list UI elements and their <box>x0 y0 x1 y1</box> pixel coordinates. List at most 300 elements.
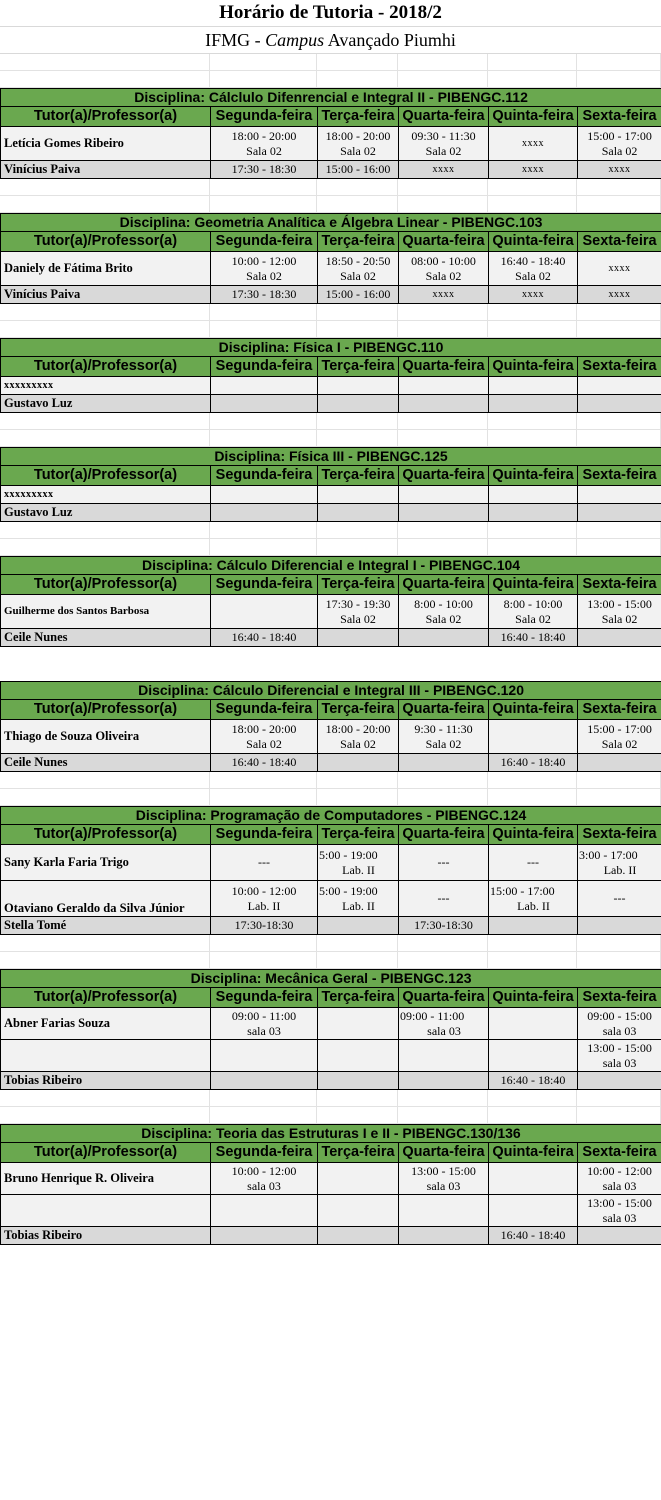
time-range: 18:00 - 20:00 <box>325 128 391 143</box>
room-label: Sala 02 <box>601 736 638 751</box>
column-header-tue: Terça-feira <box>318 700 399 720</box>
tutor-row <box>1 845 661 881</box>
schedule-cell-thu <box>489 595 578 629</box>
room-label: Sala 02 <box>515 611 551 626</box>
discipline-header: Disciplina: Cálclulo Difenrencial e Integral II - PIBENGC.112 <box>1 89 661 107</box>
time-range: 08:00 - 10:00 <box>411 253 476 268</box>
column-header-tue: Terça-feira <box>318 988 399 1008</box>
schedule-cell-wed <box>399 1195 489 1227</box>
schedule-cell-thu <box>489 629 578 647</box>
column-header-wed: Quarta-feira <box>399 357 489 377</box>
schedule-cell-thu <box>489 917 578 935</box>
schedule-cell-fri <box>578 845 661 881</box>
tutor-name: Tobias Ribeiro <box>1 1072 211 1090</box>
schedule-cell-tue <box>318 252 399 286</box>
schedule-cell-thu <box>489 1163 578 1195</box>
schedule-cell-mon <box>211 595 318 629</box>
room-label: Sala 02 <box>601 143 638 158</box>
time-range: 18:00 - 20:00 <box>231 721 297 736</box>
time-range: 16:40 - 18:40 <box>231 630 297 644</box>
tutor-row <box>1 377 661 395</box>
discipline-header: Disciplina: Física I - PIBENGC.110 <box>1 339 661 357</box>
column-header-mon: Segunda-feira <box>211 357 318 377</box>
schedule-cell-fri <box>578 286 661 304</box>
time-range: 16:40 - 18:40 <box>500 1073 566 1087</box>
schedule-cell-mon <box>211 845 318 881</box>
schedule-cell-wed <box>399 161 489 179</box>
time-range: 17:30 - 18:30 <box>231 287 297 301</box>
tutor-row <box>1 1040 661 1072</box>
column-header-wed: Quarta-feira <box>399 107 489 127</box>
schedule-cell-mon <box>211 504 318 522</box>
schedule-cell-thu <box>489 504 578 522</box>
schedule-cell-tue <box>318 1195 399 1227</box>
time-range: 16:40 - 18:40 <box>500 630 566 644</box>
tutor-row <box>1 720 661 754</box>
time-range: 17:30-18:30 <box>414 918 473 932</box>
schedule-table <box>0 1124 661 1245</box>
time-range: 13:00 - 15:00 <box>411 1163 476 1178</box>
tutor-row <box>1 1195 661 1227</box>
time-range: 09:00 - 11:00 <box>231 1008 297 1023</box>
schedule-cell-wed <box>399 1040 489 1072</box>
room-label: Lab. II <box>247 898 281 913</box>
schedule-cell-wed <box>399 252 489 286</box>
time-range: 09:00 - 15:00 <box>587 1008 652 1023</box>
time-range: 10:00 - 12:00 <box>231 1163 297 1178</box>
tutor-name: Tobias Ribeiro <box>1 1227 211 1245</box>
column-header-thu: Quinta-feira <box>489 700 578 720</box>
time-range: 17:30 - 19:30 <box>325 596 391 611</box>
schedule-cell-fri <box>578 486 661 504</box>
schedule-cell-fri <box>578 1163 661 1195</box>
column-header-wed: Quarta-feira <box>399 232 489 252</box>
subtitle-italic: Campus <box>265 30 325 50</box>
time-range: --- <box>437 891 450 905</box>
column-header-tutor: Tutor(a)/Professor(a) <box>1 232 211 252</box>
schedule-cell-mon <box>211 720 318 754</box>
schedule-cell-fri <box>578 1195 661 1227</box>
time-range: 09:30 - 11:30 <box>411 128 476 143</box>
column-header-tue: Terça-feira <box>318 825 399 845</box>
time-range: 18:00 - 20:00 <box>325 721 391 736</box>
subtitle-prefix: IFMG - <box>205 30 266 50</box>
schedule-cell-mon <box>211 1227 318 1245</box>
time-range: xxxx <box>522 164 544 175</box>
room-label: Sala 02 <box>246 143 282 158</box>
schedule-cell-fri <box>578 1008 661 1040</box>
schedule-cell-wed <box>399 377 489 395</box>
schedule-cell-fri <box>578 629 661 647</box>
blank-spacer-row <box>0 664 661 681</box>
schedule-cell-tue <box>318 504 399 522</box>
schedule-cell-wed <box>399 1072 489 1090</box>
schedule-cell-wed <box>399 504 489 522</box>
time-range: 15:00 - 16:00 <box>325 287 391 301</box>
tutor-name: Guilherme dos Santos Barbosa <box>1 595 211 629</box>
schedule-cell-fri <box>578 377 661 395</box>
blank-spacer-row <box>0 522 661 539</box>
time-range: 16:40 - 18:40 <box>231 755 297 769</box>
column-header-tue: Terça-feira <box>318 357 399 377</box>
schedule-cell-thu <box>489 881 578 917</box>
blank-spacer-row <box>0 935 661 952</box>
time-range: 16:40 - 18:40 <box>500 1228 566 1242</box>
blank-spacer-row <box>0 430 661 447</box>
tutor-name: Letícia Gomes Ribeiro <box>1 127 211 161</box>
room-label: Lab. II <box>342 862 375 877</box>
schedule-cell-wed <box>399 720 489 754</box>
time-range: xxxx <box>608 164 631 175</box>
tutor-name: Bruno Henrique R. Oliveira <box>1 1163 211 1195</box>
column-header-tutor: Tutor(a)/Professor(a) <box>1 700 211 720</box>
page-subtitle <box>0 27 661 54</box>
tutor-row <box>1 595 661 629</box>
time-range: 10:00 - 12:00 <box>587 1163 652 1178</box>
blank-spacer-row <box>0 1107 661 1124</box>
room-label: sala 03 <box>247 1023 281 1038</box>
tutor-name: Ceile Nunes <box>1 629 211 647</box>
tutor-name: xxxxxxxxx <box>1 486 211 504</box>
column-header-thu: Quinta-feira <box>489 825 578 845</box>
tutor-name <box>1 1040 211 1072</box>
schedule-cell-fri <box>578 881 661 917</box>
room-label: Sala 02 <box>340 611 376 626</box>
schedule-cell-thu <box>489 1072 578 1090</box>
schedule-cell-tue <box>318 1040 399 1072</box>
schedule-cell-mon <box>211 1008 318 1040</box>
schedule-cell-tue <box>318 286 399 304</box>
blank-spacer-row <box>0 196 661 213</box>
time-range: xxxx <box>432 289 455 300</box>
schedule-cell-thu <box>489 286 578 304</box>
room-label: sala 03 <box>427 1023 461 1038</box>
time-range: --- <box>437 855 450 869</box>
schedule-cell-tue <box>318 377 399 395</box>
time-range: 16:40 - 18:40 <box>500 755 566 769</box>
blank-spacer-row <box>0 1090 661 1107</box>
schedule-cell-wed <box>399 754 489 772</box>
column-header-thu: Quinta-feira <box>489 232 578 252</box>
room-label: sala 03 <box>426 1178 461 1193</box>
schedule-cell-fri <box>578 1072 661 1090</box>
column-header-fri: Sexta-feira <box>578 825 661 845</box>
schedule-cell-mon <box>211 486 318 504</box>
column-header-mon: Segunda-feira <box>211 700 318 720</box>
schedule-cell-thu <box>489 1008 578 1040</box>
column-header-thu: Quinta-feira <box>489 988 578 1008</box>
column-header-tue: Terça-feira <box>318 575 399 595</box>
blank-spacer-row <box>0 304 661 321</box>
column-header-mon: Segunda-feira <box>211 466 318 486</box>
tutor-name: Gustavo Luz <box>1 395 211 413</box>
column-header-tutor: Tutor(a)/Professor(a) <box>1 107 211 127</box>
schedule-table <box>0 447 661 522</box>
tutor-row <box>1 1227 661 1245</box>
column-header-wed: Quarta-feira <box>399 700 489 720</box>
room-label: Sala 02 <box>340 736 376 751</box>
discipline-header: Disciplina: Cálculo Diferencial e Integral III - PIBENGC.120 <box>1 682 661 700</box>
tutor-row <box>1 252 661 286</box>
schedule-cell-tue <box>318 881 399 917</box>
schedule-cell-thu <box>489 1227 578 1245</box>
schedule-table <box>0 806 661 935</box>
column-header-tue: Terça-feira <box>318 107 399 127</box>
blank-spacer-row <box>0 179 661 196</box>
column-header-wed: Quarta-feira <box>399 988 489 1008</box>
schedule-cell-thu <box>489 486 578 504</box>
room-label: Sala 02 <box>425 611 462 626</box>
room-label: Sala 02 <box>425 268 462 283</box>
time-range: xxxx <box>522 289 544 300</box>
time-range: 15:00 - 17:00 <box>490 883 555 898</box>
schedule-cell-tue <box>318 845 399 881</box>
time-range: 13:00 - 15:00 <box>587 1195 652 1210</box>
schedule-cell-tue <box>318 629 399 647</box>
column-header-tutor: Tutor(a)/Professor(a) <box>1 988 211 1008</box>
column-header-fri: Sexta-feira <box>578 575 661 595</box>
schedule-table <box>0 556 661 647</box>
blank-spacer-row <box>0 952 661 969</box>
time-range: xxxx <box>608 289 631 300</box>
time-range: 5:00 - 19:00 <box>319 847 378 862</box>
room-label: sala 03 <box>247 1178 281 1193</box>
schedule-cell-thu <box>489 395 578 413</box>
schedule-cell-tue <box>318 754 399 772</box>
time-range: --- <box>258 855 270 869</box>
schedule-cell-mon <box>211 377 318 395</box>
room-label: Sala 02 <box>340 143 376 158</box>
column-header-wed: Quarta-feira <box>399 466 489 486</box>
schedule-cell-fri <box>578 917 661 935</box>
tutor-row <box>1 395 661 413</box>
schedule-cell-wed <box>399 286 489 304</box>
column-header-fri: Sexta-feira <box>578 466 661 486</box>
tutor-row <box>1 1008 661 1040</box>
schedule-cell-mon <box>211 629 318 647</box>
time-range: xxxx <box>432 164 455 175</box>
tutor-name: Gustavo Luz <box>1 504 211 522</box>
schedule-cell-mon <box>211 395 318 413</box>
time-range: 3:00 - 17:00 <box>579 847 638 862</box>
schedule-table <box>0 969 661 1090</box>
tutor-row <box>1 161 661 179</box>
time-range: 15:00 - 17:00 <box>587 721 652 736</box>
schedule-cell-mon <box>211 1195 318 1227</box>
column-header-mon: Segunda-feira <box>211 825 318 845</box>
time-range: 17:30 - 18:30 <box>231 162 297 176</box>
column-header-fri: Sexta-feira <box>578 988 661 1008</box>
column-header-fri: Sexta-feira <box>578 357 661 377</box>
column-header-fri: Sexta-feira <box>578 1143 661 1163</box>
schedule-table <box>0 88 661 179</box>
time-range: 15:00 - 17:00 <box>587 128 652 143</box>
schedule-cell-wed <box>399 1163 489 1195</box>
tutor-row <box>1 286 661 304</box>
column-header-mon: Segunda-feira <box>211 575 318 595</box>
schedule-cell-wed <box>399 127 489 161</box>
room-label: Sala 02 <box>246 268 282 283</box>
schedule-cell-fri <box>578 1227 661 1245</box>
room-label: Lab. II <box>603 862 637 877</box>
schedule-cell-wed <box>399 881 489 917</box>
room-label: Sala 02 <box>601 611 638 626</box>
tutor-name: Ceile Nunes <box>1 754 211 772</box>
blank-spacer-row <box>0 321 661 338</box>
schedule-cell-fri <box>578 1040 661 1072</box>
schedule-cell-tue <box>318 395 399 413</box>
time-range: 16:40 - 18:40 <box>500 253 566 268</box>
time-range: 09:00 - 11:00 <box>400 1008 465 1023</box>
blank-spacer-row <box>0 772 661 789</box>
schedule-cell-mon <box>211 754 318 772</box>
time-range: 8:00 - 10:00 <box>503 596 563 611</box>
discipline-header: Disciplina: Teoria das Estruturas I e II - PIBENGC.130/136 <box>1 1125 661 1143</box>
schedule-table <box>0 213 661 304</box>
schedule-cell-thu <box>489 720 578 754</box>
schedule-cell-fri <box>578 720 661 754</box>
time-range: 15:00 - 16:00 <box>325 162 391 176</box>
schedule-cell-mon <box>211 286 318 304</box>
room-label: Sala 02 <box>246 736 282 751</box>
blank-spacer-row <box>0 789 661 806</box>
schedule-cell-mon <box>211 127 318 161</box>
schedule-cell-tue <box>318 1227 399 1245</box>
tutor-row <box>1 504 661 522</box>
schedule-cell-wed <box>399 917 489 935</box>
schedule-cell-tue <box>318 1008 399 1040</box>
tutor-name: Daniely de Fátima Brito <box>1 252 211 286</box>
time-range: 13:00 - 15:00 <box>587 596 652 611</box>
column-header-fri: Sexta-feira <box>578 232 661 252</box>
schedule-cell-tue <box>318 127 399 161</box>
blank-spacer-row <box>0 54 661 71</box>
schedule-cell-thu <box>489 161 578 179</box>
schedule-cell-fri <box>578 754 661 772</box>
schedule-cell-thu <box>489 1040 578 1072</box>
time-range: 17:30-18:30 <box>234 918 294 932</box>
column-header-tue: Terça-feira <box>318 232 399 252</box>
discipline-header: Disciplina: Programação de Computadores - PIBENGC.124 <box>1 807 661 825</box>
room-label: Sala 02 <box>340 268 376 283</box>
room-label: Sala 02 <box>425 143 462 158</box>
room-label: Lab. II <box>517 898 550 913</box>
schedule-cell-tue <box>318 720 399 754</box>
room-label: Sala 02 <box>425 736 462 751</box>
page-title: Horário de Tutoria - 2018/2 <box>0 0 661 27</box>
schedule-cell-wed <box>399 486 489 504</box>
schedule-cell-fri <box>578 504 661 522</box>
tutor-row <box>1 127 661 161</box>
column-header-tutor: Tutor(a)/Professor(a) <box>1 575 211 595</box>
column-header-mon: Segunda-feira <box>211 232 318 252</box>
discipline-header: Disciplina: Física III - PIBENGC.125 <box>1 448 661 466</box>
tutor-name: Stella Tomé <box>1 917 211 935</box>
column-header-mon: Segunda-feira <box>211 1143 318 1163</box>
column-header-mon: Segunda-feira <box>211 988 318 1008</box>
time-range: xxxx <box>522 138 544 149</box>
time-range: 9:30 - 11:30 <box>414 721 473 736</box>
room-label: sala 03 <box>602 1178 637 1193</box>
schedule-cell-fri <box>578 595 661 629</box>
sections-container <box>0 54 661 1245</box>
column-header-thu: Quinta-feira <box>489 1143 578 1163</box>
schedule-table <box>0 681 661 772</box>
schedule-cell-fri <box>578 127 661 161</box>
schedule-cell-thu <box>489 1195 578 1227</box>
schedule-cell-wed <box>399 845 489 881</box>
tutor-name: Sany Karla Faria Trigo <box>1 845 211 881</box>
column-header-wed: Quarta-feira <box>399 1143 489 1163</box>
time-range: 8:00 - 10:00 <box>414 596 473 611</box>
schedule-cell-mon <box>211 161 318 179</box>
blank-spacer-row <box>0 539 661 556</box>
schedule-cell-mon <box>211 1163 318 1195</box>
schedule-cell-mon <box>211 881 318 917</box>
schedule-cell-mon <box>211 1072 318 1090</box>
column-header-thu: Quinta-feira <box>489 575 578 595</box>
discipline-header: Disciplina: Cálculo Diferencial e Integral I - PIBENGC.104 <box>1 557 661 575</box>
tutor-name: Thiago de Souza Oliveira <box>1 720 211 754</box>
time-range: --- <box>527 855 539 869</box>
tutor-name: Abner Farias Souza <box>1 1008 211 1040</box>
column-header-tue: Terça-feira <box>318 1143 399 1163</box>
schedule-cell-wed <box>399 1227 489 1245</box>
schedule-cell-tue <box>318 486 399 504</box>
tutor-row <box>1 754 661 772</box>
time-range: 18:50 - 20:50 <box>325 253 391 268</box>
column-header-wed: Quarta-feira <box>399 575 489 595</box>
schedule-cell-wed <box>399 629 489 647</box>
room-label: sala 03 <box>602 1023 637 1038</box>
schedule-cell-wed <box>399 595 489 629</box>
blank-spacer-row <box>0 413 661 430</box>
time-range: 10:00 - 12:00 <box>231 253 297 268</box>
tutor-name: xxxxxxxxx <box>1 377 211 395</box>
tutor-row <box>1 486 661 504</box>
column-header-thu: Quinta-feira <box>489 107 578 127</box>
subtitle-suffix: Avançado Piumhi <box>324 30 456 50</box>
tutor-row <box>1 881 661 917</box>
tutor-name <box>1 1195 211 1227</box>
column-header-fri: Sexta-feira <box>578 700 661 720</box>
discipline-header: Disciplina: Geometria Analítica e Álgebra Linear - PIBENGC.103 <box>1 214 661 232</box>
blank-spacer-row <box>0 71 661 88</box>
column-header-mon: Segunda-feira <box>211 107 318 127</box>
column-header-thu: Quinta-feira <box>489 466 578 486</box>
schedule-cell-tue <box>318 595 399 629</box>
room-label: Sala 02 <box>515 268 551 283</box>
schedule-cell-fri <box>578 252 661 286</box>
schedule-cell-fri <box>578 395 661 413</box>
blank-spacer-row <box>0 647 661 664</box>
time-range: 13:00 - 15:00 <box>587 1040 652 1055</box>
time-range: --- <box>613 891 626 905</box>
schedule-cell-mon <box>211 252 318 286</box>
tutor-row <box>1 917 661 935</box>
time-range: xxxx <box>608 263 631 274</box>
schedule-cell-thu <box>489 377 578 395</box>
tutor-name: Vinícius Paiva <box>1 161 211 179</box>
time-range: 10:00 - 12:00 <box>231 883 297 898</box>
column-header-fri: Sexta-feira <box>578 107 661 127</box>
schedule-cell-tue <box>318 917 399 935</box>
column-header-tutor: Tutor(a)/Professor(a) <box>1 466 211 486</box>
room-label: sala 03 <box>602 1210 637 1225</box>
discipline-header: Disciplina: Mecânica Geral - PIBENGC.123 <box>1 970 661 988</box>
column-header-tue: Terça-feira <box>318 466 399 486</box>
room-label: sala 03 <box>602 1055 637 1070</box>
